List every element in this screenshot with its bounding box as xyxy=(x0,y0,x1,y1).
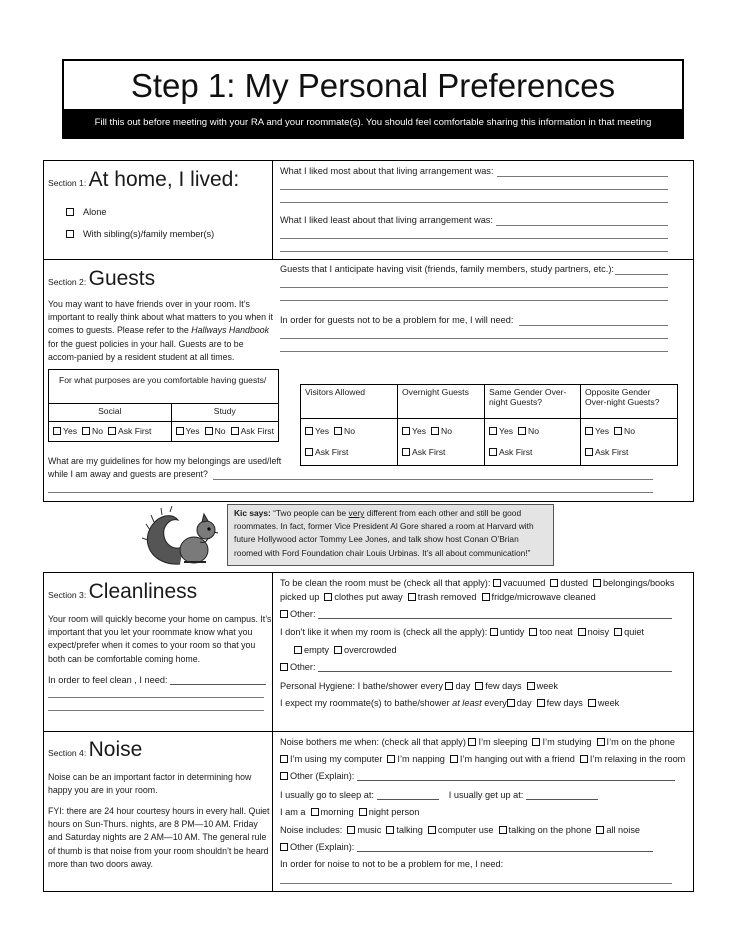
checkbox[interactable] xyxy=(334,646,342,654)
checkbox[interactable] xyxy=(493,579,501,587)
checkbox[interactable] xyxy=(580,755,588,763)
sleep-times: I usually go to sleep at: I usually get up at: xyxy=(280,789,598,802)
checkbox[interactable] xyxy=(176,427,184,435)
answer-line[interactable] xyxy=(615,274,668,275)
section-divider xyxy=(43,259,694,260)
checkbox[interactable] xyxy=(518,427,526,435)
answer-line[interactable] xyxy=(213,479,653,480)
answer-line[interactable] xyxy=(280,189,668,190)
answer-line[interactable] xyxy=(48,697,264,698)
answer-line[interactable] xyxy=(280,287,668,288)
answer-line[interactable] xyxy=(280,251,668,252)
instructions-bar: Fill this out before meeting with your RA and your roommate(s). You should feel comfortable sharing this information in that meeting xyxy=(64,109,682,137)
study-options: Yes No Ask First xyxy=(171,422,278,442)
hygiene-self: Personal Hygiene: I bathe/shower every day few days week xyxy=(280,681,559,691)
purpose-table xyxy=(48,369,279,442)
answer-line[interactable] xyxy=(280,300,668,301)
page-title: Step 1: My Personal Preferences xyxy=(130,67,616,104)
checkbox[interactable] xyxy=(305,448,313,456)
noise-description: Noise can be an important factor in determining how happy you are in your room. xyxy=(48,772,252,796)
answer-line[interactable] xyxy=(280,202,668,203)
page-header xyxy=(62,59,684,139)
checkbox[interactable] xyxy=(66,208,74,216)
answer-line[interactable] xyxy=(357,842,653,852)
overnight-options: Yes No Ask First xyxy=(398,419,485,466)
checkbox[interactable] xyxy=(311,808,319,816)
noise-includes: Noise includes: music talking computer use talking on the phone all noise xyxy=(280,825,641,835)
col-overnight: Overnight Guests xyxy=(398,385,485,419)
col-same-gender: Same Gender Over-night Guests? xyxy=(485,385,581,419)
answer-line[interactable] xyxy=(170,675,266,685)
checkbox[interactable] xyxy=(499,826,507,834)
checkbox[interactable] xyxy=(386,826,394,834)
squirrel-illustration xyxy=(140,504,224,572)
checkbox[interactable] xyxy=(66,230,74,238)
sleep-time-line[interactable] xyxy=(377,790,439,800)
checkbox[interactable] xyxy=(578,628,586,636)
checkbox[interactable] xyxy=(280,663,288,671)
liked-most-label: What I liked most about that living arrangement was: xyxy=(280,166,494,176)
answer-line[interactable] xyxy=(280,883,672,884)
answer-line[interactable] xyxy=(280,351,668,352)
noise-options-row-2: I’m using my computer I’m napping I’m hanging out with a friend I’m relaxing in the room xyxy=(280,753,685,766)
answer-line[interactable] xyxy=(519,325,668,326)
checkbox[interactable] xyxy=(550,579,558,587)
checkbox[interactable] xyxy=(82,427,90,435)
person-type: I am a morning night person xyxy=(280,807,420,817)
checkbox[interactable] xyxy=(359,808,367,816)
checkbox[interactable] xyxy=(490,628,498,636)
col-visitors: Visitors Allowed xyxy=(301,385,398,419)
feel-clean-label: In order to feel clean , I need: xyxy=(48,674,266,687)
visitors-options: Yes No Ask First xyxy=(301,419,398,466)
checkbox[interactable] xyxy=(387,755,395,763)
checkbox[interactable] xyxy=(585,448,593,456)
answer-line[interactable] xyxy=(318,609,672,619)
alone-option[interactable]: Alone xyxy=(66,206,107,219)
checkbox[interactable] xyxy=(280,610,288,618)
checkbox[interactable] xyxy=(593,579,601,587)
checkbox[interactable] xyxy=(305,427,313,435)
answer-line[interactable] xyxy=(280,338,668,339)
checkbox[interactable] xyxy=(108,427,116,435)
dislike-question: I don’t like it when my room is (check all the apply): untidy too neat noisy quiet xyxy=(280,627,645,637)
same-gender-options: Yes No Ask First xyxy=(485,419,581,466)
section-1-heading: Section 1: At home, I lived: xyxy=(48,168,240,191)
checkbox[interactable] xyxy=(428,826,436,834)
checkbox[interactable] xyxy=(445,682,453,690)
answer-line[interactable] xyxy=(48,492,653,493)
guests-order-label: In order for guests not to be a problem for me, I will need: xyxy=(280,315,514,325)
social-options: Yes No Ask First xyxy=(49,422,172,442)
sibling-option[interactable]: With sibling(s)/family member(s) xyxy=(66,228,214,241)
section-3-heading: Section 3: Cleanliness xyxy=(48,580,198,603)
checkbox[interactable] xyxy=(280,843,288,851)
checkbox[interactable] xyxy=(614,628,622,636)
answer-line[interactable] xyxy=(496,225,668,226)
checkbox[interactable] xyxy=(507,699,515,707)
checkbox[interactable] xyxy=(294,646,302,654)
cleanliness-description: Your room will quickly become your home on campus. It’s important that you let your roommate know what you expect/prefer when it comes to your room so that you both can be comfortable coming home. xyxy=(48,614,272,664)
checkbox[interactable] xyxy=(408,593,416,601)
clean-other: Other: xyxy=(280,608,672,621)
answer-line[interactable] xyxy=(280,238,668,239)
visit-label: Guests that I anticipate having visit (friends, family members, study partners, etc.): xyxy=(280,264,614,274)
social-label: Social xyxy=(49,404,172,422)
dislike-other: Other: xyxy=(280,661,672,674)
checkbox[interactable] xyxy=(596,826,604,834)
checkbox[interactable] xyxy=(585,427,593,435)
checkbox[interactable] xyxy=(532,738,540,746)
answer-line[interactable] xyxy=(357,771,675,781)
noise-includes-other: Other (Explain): xyxy=(280,841,653,854)
checkbox[interactable] xyxy=(231,427,239,435)
checkbox[interactable] xyxy=(450,755,458,763)
opposite-gender-options: Yes No Ask First xyxy=(581,419,678,466)
col-opposite-gender: Opposite Gender Over-night Guests? xyxy=(581,385,678,419)
checkbox[interactable] xyxy=(347,826,355,834)
checkbox[interactable] xyxy=(324,593,332,601)
belongings-label: What are my guidelines for how my belongings are used/left while I am away and guests are present? xyxy=(48,456,282,480)
checkbox[interactable] xyxy=(53,427,61,435)
checkbox[interactable] xyxy=(597,738,605,746)
purpose-label: For what purposes are you comfortable having guests/ xyxy=(49,370,279,404)
liked-least-label: What I liked least about that living arrangement was: xyxy=(280,215,493,225)
checkbox[interactable] xyxy=(529,628,537,636)
checkbox[interactable] xyxy=(205,427,213,435)
checkbox[interactable] xyxy=(402,427,410,435)
clean-options-row-2: picked up clothes put away trash removed fridge/microwave cleaned xyxy=(280,592,596,602)
guests-description: You may want to have friends over in your room. It’s important to really think about what matters to you when it comes to guests. Please refer to the Hallways Handbook for the guest policies in your hall. Guests are to be accom-panied by a resident student at all times. xyxy=(48,299,273,362)
checkbox[interactable] xyxy=(588,699,596,707)
study-label: Study xyxy=(171,404,278,422)
noise-other: Other (Explain): xyxy=(280,770,675,783)
checkbox[interactable] xyxy=(431,427,439,435)
visitors-table xyxy=(300,384,678,466)
checkbox[interactable] xyxy=(489,448,497,456)
section-4-heading: Section 4: Noise xyxy=(48,738,143,761)
checkbox[interactable] xyxy=(475,682,483,690)
answer-line[interactable] xyxy=(48,710,264,711)
clean-question: To be clean the room must be (check all that apply): vacuumed dusted belongings/books xyxy=(280,578,675,588)
section-1-divider xyxy=(272,160,273,260)
checkbox[interactable] xyxy=(489,427,497,435)
section-2-heading: Section 2: Guests xyxy=(48,267,156,290)
noise-fyi: FYI: there are 24 hour courtesy hours in every hall. Quiet hours on Sun-Thurs. nights, are 8 PM—10 AM. Friday and Saturday nights are 2 AM—10 AM. The general rule of thumb is that noise from your room shouldn’t be heard more than two doors away. xyxy=(48,806,270,869)
checkbox[interactable] xyxy=(280,755,288,763)
dislike-options-row-2: empty overcrowded xyxy=(294,644,397,657)
checkbox[interactable] xyxy=(614,427,622,435)
hygiene-roommate: I expect my roommate(s) to bathe/shower at least every day few days week xyxy=(280,698,620,708)
noise-bothers-question: Noise bothers me when: (check all that apply) I’m sleeping I’m studying I’m on the phone xyxy=(280,737,675,747)
kic-says-quote: Kic says: “Two people can be very different from each other and still be good roommates. In fact, former Vice President Al Gore shared a room at Harvard with future Hollywood actor Tommy Lee Jones, and talk show host Conan O’Brian roomed with Ford Foundation chair Louis Urbinas. It’s all about communication!” xyxy=(227,504,554,566)
getup-time-line[interactable] xyxy=(526,790,598,800)
checkbox[interactable] xyxy=(402,448,410,456)
answer-line[interactable] xyxy=(318,662,672,672)
checkbox[interactable] xyxy=(334,427,342,435)
checkbox[interactable] xyxy=(527,682,535,690)
section-divider xyxy=(43,731,694,732)
checkbox[interactable] xyxy=(482,593,490,601)
checkbox[interactable] xyxy=(468,738,476,746)
noise-order-label: In order for noise to not to be a problem for me, I need: xyxy=(280,859,504,869)
answer-line[interactable] xyxy=(497,176,668,177)
checkbox[interactable] xyxy=(537,699,545,707)
checkbox[interactable] xyxy=(280,772,288,780)
